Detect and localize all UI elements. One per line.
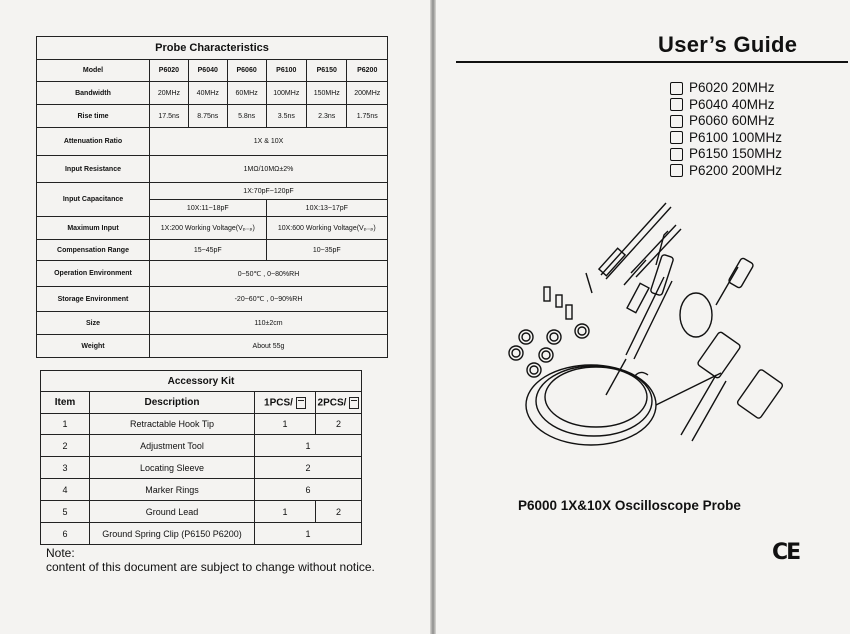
compensation-range-label: Compensation Range: [37, 240, 150, 261]
probe-cable-icon: [526, 359, 721, 445]
ground-lead-icon: [650, 231, 754, 337]
model-option-label: P6060 60MHz: [689, 113, 775, 128]
model-option[interactable]: [670, 80, 782, 97]
rise-time-value: 3.5ns: [266, 105, 306, 128]
bandwidth-value: 20MHz: [150, 82, 189, 105]
row-qty-2pcs: 2: [316, 414, 362, 435]
rise-time-value: 17.5ns: [150, 105, 189, 128]
rise-time-value: 5.8ns: [227, 105, 266, 128]
checkbox-icon[interactable]: [670, 164, 683, 177]
model-option[interactable]: [670, 130, 782, 147]
note-text: content of this document are subject to change without notice.: [46, 560, 375, 574]
col-2pcs-label: 2PCS/: [317, 397, 347, 409]
bandwidth-value: 40MHz: [188, 82, 227, 105]
model-p6040: P6040: [188, 60, 227, 82]
row-item: 1: [41, 414, 90, 435]
title-divider: [456, 61, 848, 63]
model-p6100: P6100: [266, 60, 306, 82]
checkbox-icon[interactable]: [670, 115, 683, 128]
maximum-input-10x: 10X:600 Working Voltage(Vₚ₋ₚ): [266, 217, 387, 240]
bandwidth-value: 100MHz: [266, 82, 306, 105]
bandwidth-value: 60MHz: [227, 82, 266, 105]
col-item: Item: [41, 392, 90, 414]
checkbox-icon[interactable]: [670, 82, 683, 95]
row-qty-2pcs: 2: [316, 501, 362, 523]
row-qty-1pcs: 1: [255, 501, 316, 523]
table-row: [41, 414, 362, 435]
spec-table-title: Probe Characteristics: [37, 37, 388, 60]
row-item: 2: [41, 435, 90, 457]
attenuation-label: Attenuation Ratio: [37, 128, 150, 156]
model-p6020: P6020: [150, 60, 189, 82]
bandwidth-value: 150MHz: [307, 82, 347, 105]
probe-kit-illustration: [506, 195, 806, 475]
row-description: Adjustment Tool: [90, 435, 255, 457]
compensation-range-right: 10~35pF: [266, 240, 387, 261]
accessory-kit-table: [40, 370, 362, 545]
row-description: Locating Sleeve: [90, 457, 255, 479]
page-title: User’s Guide: [658, 32, 798, 57]
checkbox-icon[interactable]: [670, 131, 683, 144]
model-p6150: P6150: [307, 60, 347, 82]
bandwidth-label: Bandwidth: [37, 82, 150, 105]
model-option-label: P6020 20MHz: [689, 80, 775, 95]
model-checklist: [670, 80, 782, 179]
rise-time-value: 2.3ns: [307, 105, 347, 128]
col-description: Description: [90, 392, 255, 414]
row-description: Retractable Hook Tip: [90, 414, 255, 435]
checkbox-icon[interactable]: [670, 148, 683, 161]
probe-body-icon: [626, 277, 672, 359]
compensation-range-left: 15~45pF: [150, 240, 267, 261]
rise-time-value: 1.75ns: [347, 105, 388, 128]
row-description: Ground Spring Clip (P6150 P6200): [90, 523, 255, 545]
model-option-label: P6040 40MHz: [689, 96, 775, 112]
model-option[interactable]: [670, 113, 782, 130]
row-item: 6: [41, 523, 90, 545]
model-option[interactable]: [670, 146, 782, 163]
input-capacitance-10x-high: 10X:13~17pF: [266, 200, 387, 217]
model-label: Model: [37, 60, 150, 82]
note-label: Note:: [46, 546, 75, 560]
accessory-table-title: Accessory Kit: [41, 371, 362, 392]
col-2pcs: [316, 392, 362, 414]
table-row: [41, 457, 362, 479]
input-capacitance-label: Input Capacitance: [37, 183, 150, 217]
package-icon: [349, 397, 359, 409]
probe-characteristics-table: [36, 36, 388, 358]
rise-time-label: Rise time: [37, 105, 150, 128]
table-row: [41, 479, 362, 501]
note: [46, 546, 375, 574]
input-capacitance-1x: 1X:70pF~120pF: [150, 183, 388, 200]
row-description: Ground Lead: [90, 501, 255, 523]
model-option-label: P6200 200MHz: [689, 162, 783, 178]
weight-label: Weight: [37, 335, 150, 358]
model-option[interactable]: [670, 163, 782, 180]
attenuation-value: 1X & 10X: [150, 128, 388, 156]
col-1pcs: [255, 392, 316, 414]
row-qty: 1: [255, 435, 362, 457]
table-row: [41, 501, 362, 523]
table-row: [41, 435, 362, 457]
model-p6200: P6200: [347, 60, 388, 82]
operation-environment-value: 0~50℃ , 0~80%RH: [150, 261, 388, 287]
bnc-connector-icon: [681, 331, 784, 441]
table-row: [41, 523, 362, 545]
storage-environment-label: Storage Environment: [37, 287, 150, 312]
row-item: 5: [41, 501, 90, 523]
checkbox-icon[interactable]: [670, 98, 683, 111]
input-resistance-value: 1MΩ/10MΩ±2%: [150, 156, 388, 183]
row-item: 3: [41, 457, 90, 479]
model-p6060: P6060: [227, 60, 266, 82]
model-option-label: P6150 150MHz: [689, 146, 783, 161]
input-capacitance-10x-low: 10X:11~18pF: [150, 200, 267, 217]
right-page: [436, 0, 850, 634]
size-value: 110±2cm: [150, 312, 388, 335]
bandwidth-value: 200MHz: [347, 82, 388, 105]
ce-mark: CE: [772, 540, 800, 565]
input-resistance-label: Input Resistance: [37, 156, 150, 183]
maximum-input-1x: 1X:200 Working Voltage(Vₚ₋ₚ): [150, 217, 267, 240]
row-qty: 6: [255, 479, 362, 501]
model-option-label: P6100 100MHz: [689, 129, 783, 145]
storage-environment-value: -20~60℃ , 0~90%RH: [150, 287, 388, 312]
size-label: Size: [37, 312, 150, 335]
product-title: P6000 1X&10X Oscilloscope Probe: [518, 498, 741, 513]
row-qty: 2: [255, 457, 362, 479]
weight-value: About 55g: [150, 335, 388, 358]
maximum-input-label: Maximum Input: [37, 217, 150, 240]
model-option[interactable]: [670, 97, 782, 114]
row-qty: 1: [255, 523, 362, 545]
adjustment-tool-icon: [544, 273, 592, 319]
row-item: 4: [41, 479, 90, 501]
row-description: Marker Rings: [90, 479, 255, 501]
operation-environment-label: Operation Environment: [37, 261, 150, 287]
rise-time-value: 8.75ns: [188, 105, 227, 128]
col-1pcs-label: 1PCS/: [264, 397, 293, 409]
row-qty-1pcs: 1: [255, 414, 316, 435]
package-icon: [296, 397, 306, 409]
